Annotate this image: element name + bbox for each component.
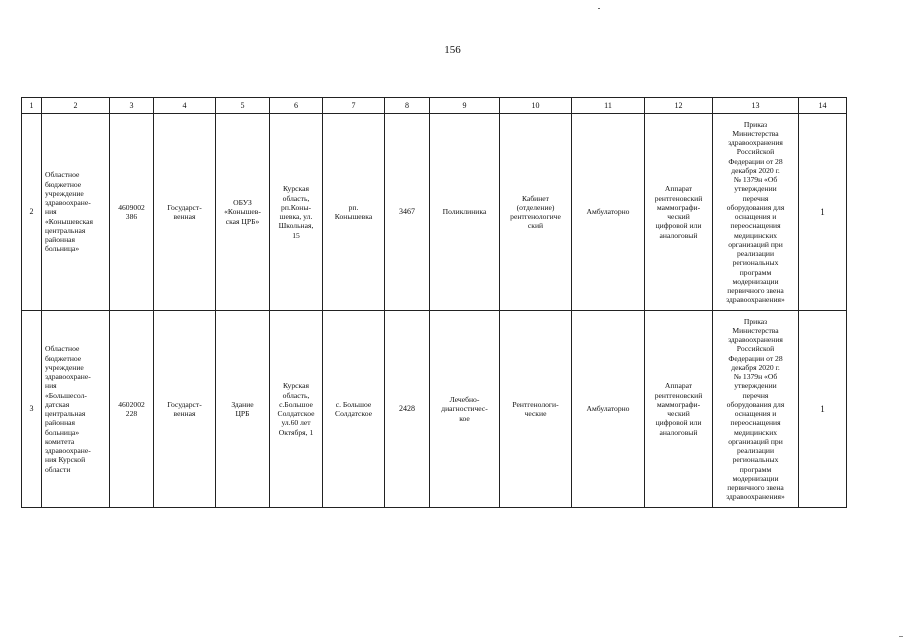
equipment-table [21, 97, 847, 508]
address: Курская область, с.Большое Солдатское ул.60 лет Октября, 1 [270, 311, 323, 508]
header-cell: 6 [270, 98, 323, 114]
header-cell: 13 [713, 98, 799, 114]
header-cell: 4 [154, 98, 216, 114]
table-row [22, 311, 847, 508]
inn: 4609002 386 [110, 114, 154, 311]
header-cell: 2 [42, 98, 110, 114]
header-cell: 11 [572, 98, 645, 114]
header-cell: 10 [500, 98, 572, 114]
unit-type: Лечебно- диагностичес- кое [430, 311, 500, 508]
address: Курская область, рп.Коны- шевка, ул. Школьная, 15 [270, 114, 323, 311]
page-number: 156 [444, 44, 461, 56]
settlement: с. Большое Солдатское [323, 311, 385, 508]
organization-name: Областное бюджетное учреждение здравоохране- ния «Большесол- датская центральная районная больница» комитета здравоохране- ния Курской области [42, 311, 110, 508]
header-cell: 8 [385, 98, 430, 114]
header-cell: 3 [110, 98, 154, 114]
row-number: 3 [22, 311, 42, 508]
header-cell: 14 [799, 98, 847, 114]
unit-type: Поликлиника [430, 114, 500, 311]
population: 3467 [385, 114, 430, 311]
facility-name: ОБУЗ «Конышев- ская ЦРБ» [216, 114, 270, 311]
scan-speck [598, 8, 600, 9]
header-cell: 7 [323, 98, 385, 114]
ownership-form: Государст- венная [154, 311, 216, 508]
ownership-form: Государст- венная [154, 114, 216, 311]
regulatory-basis: Приказ Министерства здравоохранения Российской Федерации от 28 декабря 2020 г. № 1379н «Об утверждении перечня оборудования для оснащения и переоснащения медицинских организаций при реализации региональных программ модернизации первичного звена здравоохранения» [713, 114, 799, 311]
settlement: рп. Конышевка [323, 114, 385, 311]
quantity: 1 [799, 311, 847, 508]
population: 2428 [385, 311, 430, 508]
care-conditions: Амбулаторно [572, 311, 645, 508]
inn: 4602002 228 [110, 311, 154, 508]
care-conditions: Амбулаторно [572, 114, 645, 311]
quantity: 1 [799, 114, 847, 311]
header-row [22, 98, 847, 114]
organization-name: Областное бюджетное учреждение здравоохране- ния «Конышевская центральная районная больница» [42, 114, 110, 311]
header-cell: 12 [645, 98, 713, 114]
header-cell: 1 [22, 98, 42, 114]
department: Кабинет (отделение) рентгенологиче ский [500, 114, 572, 311]
table-row [22, 114, 847, 311]
regulatory-basis: Приказ Министерства здравоохранения Российской Федерации от 28 декабря 2020 г. № 1379н «Об утверждении перечня оборудования для оснащения и переоснащения медицинских организаций при реализации региональных программ модернизации первичного звена здравоохранения» [713, 311, 799, 508]
department: Рентгенологи- ческие [500, 311, 572, 508]
header-cell: 5 [216, 98, 270, 114]
header-cell: 9 [430, 98, 500, 114]
row-number: 2 [22, 114, 42, 311]
scan-speck [899, 636, 903, 637]
equipment-name: Аппарат рентгеновский маммографи- ческий цифровой или аналоговый [645, 114, 713, 311]
equipment-name: Аппарат рентгеновский маммографи- ческий цифровой или аналоговый [645, 311, 713, 508]
facility-name: Здание ЦРБ [216, 311, 270, 508]
